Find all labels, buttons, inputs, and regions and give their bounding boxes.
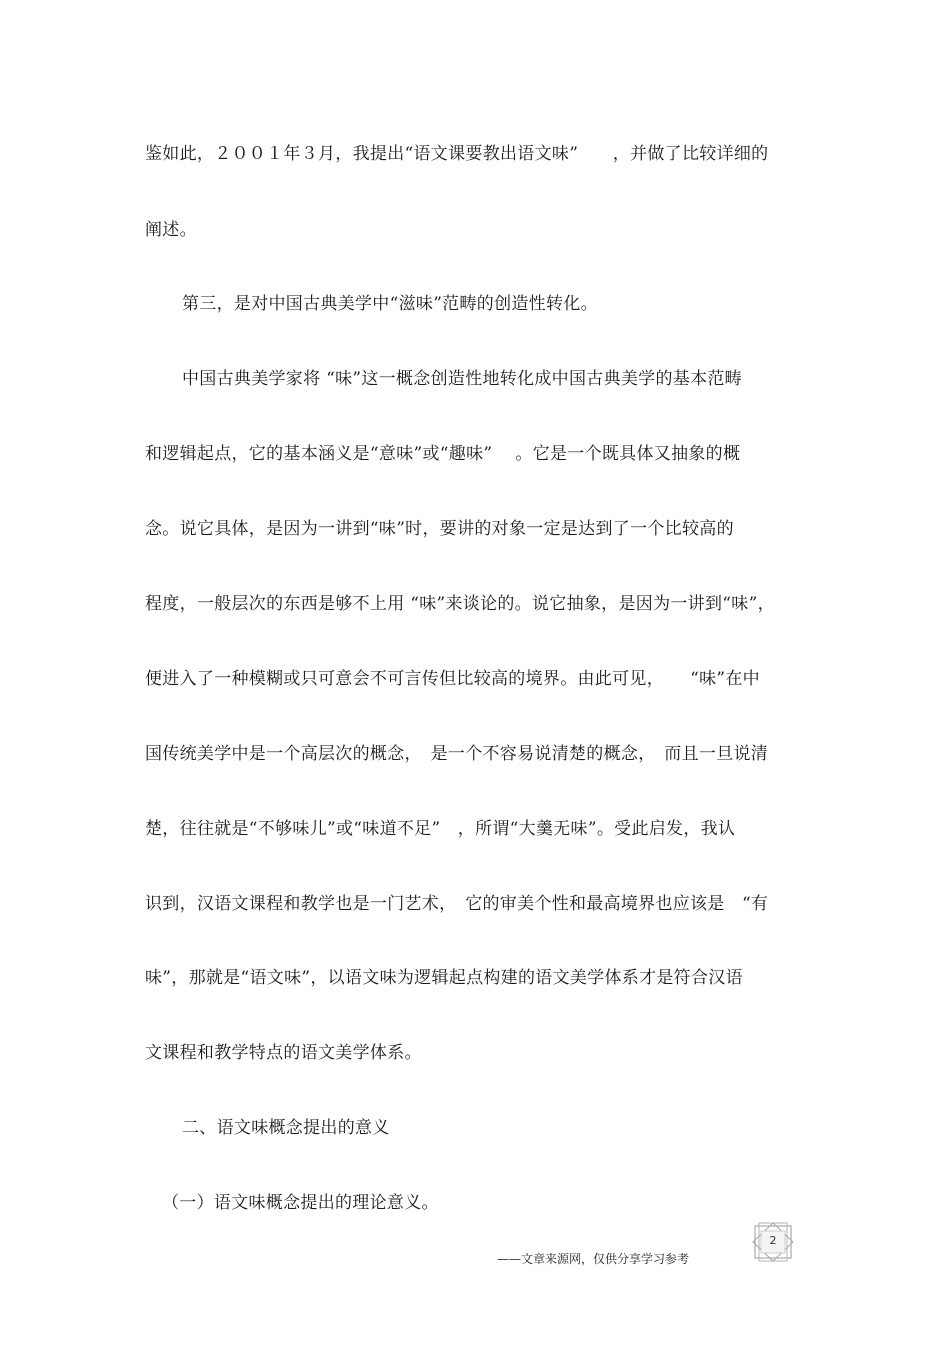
body-text-line: 楚，往往就是“不够味儿”或“味道不足” ，所谓“大羹无味”。受此启发，我认 (145, 819, 736, 839)
body-text-line: 程度，一般层次的东西是够不上用 “味”来谈论的。说它抽象，是因为一讲到“味”， (145, 594, 775, 614)
body-text-line: 和逻辑起点，它的基本涵义是“意味”或“趣味” 。它是一个既具体又抽象的概 (145, 444, 741, 464)
body-text-line: 鉴如此，２００１年３月，我提出“语文课要教出语文味” ，并做了比较详细的 (145, 144, 769, 164)
body-text-line: 中国古典美学家将 “味”这一概念创造性地转化成中国古典美学的基本范畴 (182, 369, 742, 389)
body-text-line: 文课程和教学特点的语文美学体系。 (145, 1043, 422, 1063)
body-text-line: 念。说它具体，是因为一讲到“味”时，要讲的对象一定是达到了一个比较高的 (145, 519, 734, 539)
body-text-line: 识到，汉语文课程和教学也是一门艺术， 它的审美个性和最高境界也应该是 “有 (145, 894, 769, 914)
body-text-line: 味”，那就是“语文味”，以语文味为逻辑起点构建的语文美学体系才是符合汉语 (145, 968, 743, 988)
subsection-heading: （一）语文味概念提出的理论意义。 (162, 1193, 439, 1213)
body-text-line: 国传统美学中是一个高层次的概念， 是一个不容易说清楚的概念， 而且一旦说清 (145, 744, 769, 764)
body-text-line: 第三，是对中国古典美学中“滋味”范畴的创造性转化。 (182, 294, 598, 314)
page-number-badge (751, 1222, 795, 1262)
footer-source-note: ——文章来源网，仅供分享学习参考 (497, 1252, 690, 1266)
body-text-line: 便进入了一种模糊或只可意会不可言传但比较高的境界。由此可见， “味”在中 (145, 669, 760, 689)
section-heading: 二、语文味概念提出的意义 (182, 1118, 390, 1138)
page-number: 2 (769, 1234, 777, 1247)
body-text-line: 阐述。 (145, 220, 197, 240)
